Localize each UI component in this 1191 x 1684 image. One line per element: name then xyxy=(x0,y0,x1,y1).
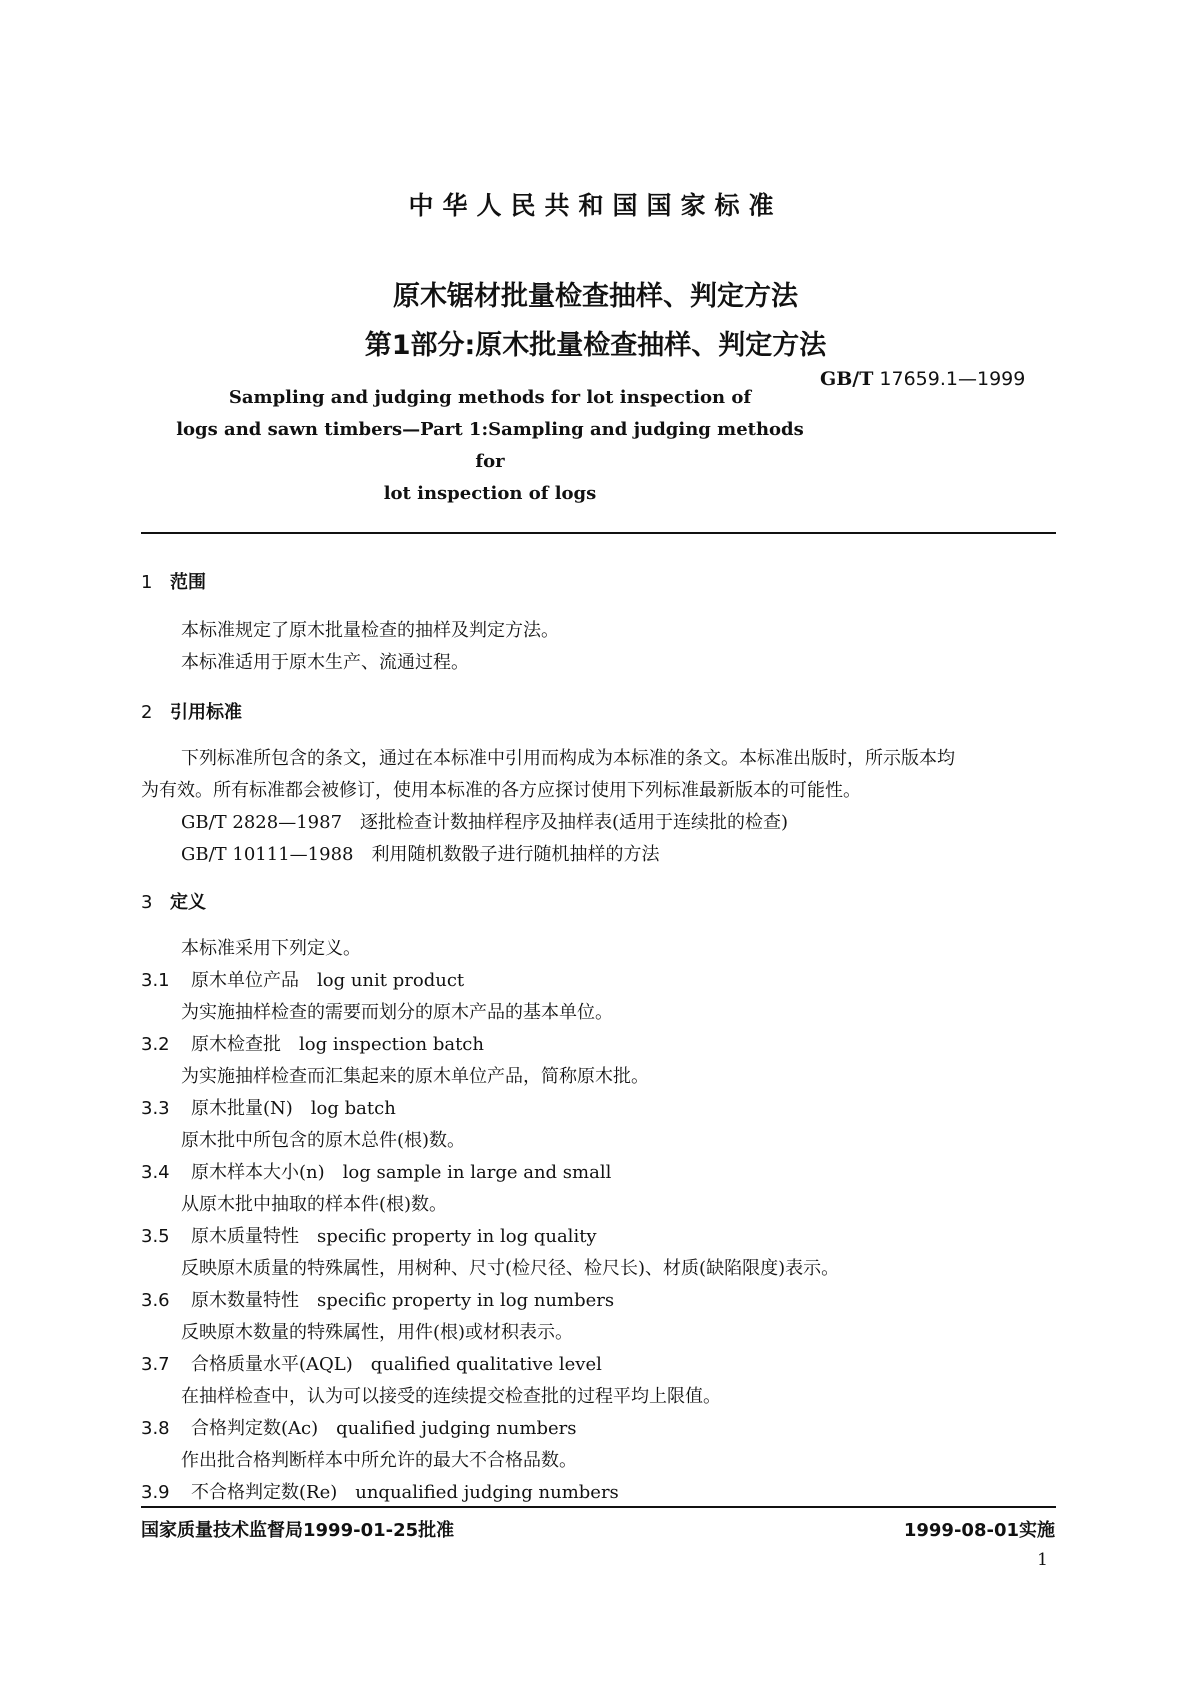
definition-description: 原木批中所包含的原木总件(根)数。 xyxy=(181,1130,466,1151)
definition-english: unqualified judging numbers xyxy=(355,1482,619,1503)
definition-english: qualified judging numbers xyxy=(336,1418,577,1439)
definition-number: 3.1 xyxy=(141,970,170,991)
national-standard-heading: 中华人民共和国国家标准 xyxy=(408,191,783,220)
definition-description: 反映原木质量的特殊属性，用树种、尺寸(检尺径、检尺长)、材质(缺陷限度)表示。 xyxy=(181,1258,840,1279)
definition-term: 原木数量特性 xyxy=(191,1290,299,1311)
implementation-date: 1999-08-01实施 xyxy=(903,1520,1055,1541)
definition-description: 为实施抽样检查的需要而划分的原木产品的基本单位。 xyxy=(181,1002,613,1023)
definition-term: 合格判定数(Ac) xyxy=(191,1418,319,1439)
definition-english: log sample in large and small xyxy=(342,1162,612,1183)
definition-term-line xyxy=(141,1286,614,1312)
reference-item xyxy=(181,840,659,866)
definition-term: 不合格判定数(Re) xyxy=(191,1482,338,1503)
english-title-line1: Sampling and judging methods for lot inspection of xyxy=(228,387,752,408)
section-3-heading xyxy=(141,888,206,914)
english-title-line3: lot inspection of logs xyxy=(383,483,597,504)
definition-term: 原木质量特性 xyxy=(191,1226,299,1247)
reference-item xyxy=(181,808,788,834)
section-2-paragraph-line1: 下列标准所包含的条文，通过在本标准中引用而构成为本标准的条文。本标准出版时，所示版本均 xyxy=(181,748,955,769)
standard-code xyxy=(820,368,1025,390)
definition-number: 3.8 xyxy=(141,1418,170,1439)
definition-term: 原木批量(N) xyxy=(191,1098,293,1119)
section-1-title: 范围 xyxy=(170,572,206,593)
reference-title: 利用随机数骰子进行随机抽样的方法 xyxy=(371,844,660,865)
section-1-paragraph-1: 本标准规定了原木批量检查的抽样及判定方法。 xyxy=(181,620,559,641)
definition-english: specific property in log numbers xyxy=(317,1290,615,1311)
reference-title: 逐批检查计数抽样程序及抽样表(适用于连续批的检查) xyxy=(360,812,789,833)
section-2-paragraph-line2: 为有效。所有标准都会被修订，使用本标准的各方应探讨使用下列标准最新版本的可能性。 xyxy=(141,780,861,801)
definition-number: 3.4 xyxy=(141,1162,170,1183)
page-number: 1 xyxy=(1037,1550,1048,1570)
definition-description: 从原木批中抽取的样本件(根)数。 xyxy=(181,1194,448,1215)
definition-description: 作出批合格判断样本中所允许的最大不合格品数。 xyxy=(181,1450,577,1471)
definition-term-line xyxy=(141,966,464,992)
section-2-number: 2 xyxy=(141,702,153,723)
section-1-heading xyxy=(141,568,206,594)
section-2-heading xyxy=(141,698,242,724)
reference-code: GB/T 10111—1988 xyxy=(181,844,354,865)
definition-term-line xyxy=(141,1158,611,1184)
definition-number: 3.7 xyxy=(141,1354,170,1375)
section-2-title: 引用标准 xyxy=(170,702,242,723)
definition-english: log inspection batch xyxy=(299,1034,484,1055)
section-1-number: 1 xyxy=(141,572,153,593)
definition-term-line xyxy=(141,1094,396,1120)
definition-english: log unit product xyxy=(317,970,465,991)
definition-term-line xyxy=(141,1222,597,1248)
section-1-paragraph-2: 本标准适用于原木生产、流通过程。 xyxy=(181,652,469,673)
section-3-title: 定义 xyxy=(170,892,206,913)
english-title xyxy=(160,382,820,510)
definition-number: 3.3 xyxy=(141,1098,170,1119)
definition-number: 3.2 xyxy=(141,1034,170,1055)
definition-description: 为实施抽样检查而汇集起来的原木单位产品，简称原木批。 xyxy=(181,1066,649,1087)
definition-english: log batch xyxy=(310,1098,396,1119)
definition-description: 在抽样检查中，认为可以接受的连续提交检查批的过程平均上限值。 xyxy=(181,1386,721,1407)
definition-term-line xyxy=(141,1350,602,1376)
english-title-line2: logs and sawn timbers—Part 1:Sampling and judging methods for xyxy=(176,419,804,472)
definition-number: 3.9 xyxy=(141,1482,170,1503)
approval-date: 国家质量技术监督局1999-01-25批准 xyxy=(141,1520,455,1541)
standard-prefix: GB/T xyxy=(820,368,874,390)
definition-number: 3.6 xyxy=(141,1290,170,1311)
definition-term: 原木样本大小(n) xyxy=(191,1162,325,1183)
definition-term-line xyxy=(141,1030,484,1056)
standard-title-line2: 第1部分:原木批量检查抽样、判定方法 xyxy=(364,330,827,361)
standard-title-line1: 原木锯材批量检查抽样、判定方法 xyxy=(393,281,798,312)
standard-number: 17659.1—1999 xyxy=(879,368,1026,390)
definition-term-line xyxy=(141,1414,576,1440)
definition-term-line xyxy=(141,1478,619,1504)
definition-english: specific property in log quality xyxy=(317,1226,597,1247)
definition-term: 原木单位产品 xyxy=(191,970,299,991)
section-3-intro: 本标准采用下列定义。 xyxy=(181,938,361,959)
definition-number: 3.5 xyxy=(141,1226,170,1247)
section-3-number: 3 xyxy=(141,892,153,913)
reference-code: GB/T 2828—1987 xyxy=(181,812,343,833)
footer-rule xyxy=(141,1506,1056,1508)
definition-english: qualified qualitative level xyxy=(370,1354,602,1375)
definition-description: 反映原木数量的特殊属性，用件(根)或材积表示。 xyxy=(181,1322,574,1343)
definition-term: 原木检查批 xyxy=(191,1034,281,1055)
header-rule xyxy=(141,532,1056,534)
definition-term: 合格质量水平(AQL) xyxy=(191,1354,353,1375)
